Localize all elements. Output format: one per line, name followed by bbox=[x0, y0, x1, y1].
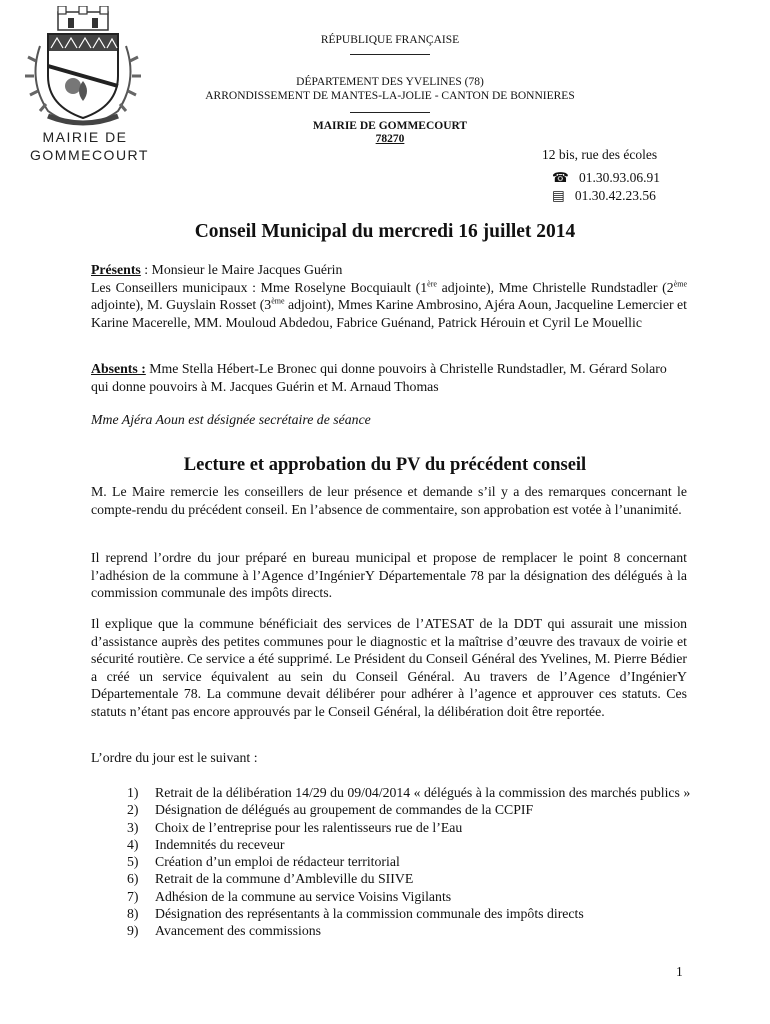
presents-conseillers bbox=[91, 279, 687, 332]
presents-maire: Monsieur le Maire Jacques Guérin bbox=[151, 262, 343, 277]
paragraph-3: Il explique que la commune bénéficiait des services de l’ATESAT de la DDT qui assurait une mission d’assistance auprès des petites communes pour le diagnostic et la maîtrise d’œuvre des travaux de voirie et sécurité routière. Ce service a été supprimé. Le Président du Conseil Général des Yvelines, M. Pierre Bédier a créé un service équivalent au sein du Conseil Général. Au travers de l’Agence d’IngénierY Départementale 78. La commune devait délibérer pour adhérer à l’agence et approuver ces statuts. Ces statuts n’étant pas encore approuvés par le Conseil Général, la délibération doit être reportée. bbox=[91, 616, 687, 719]
list-item-text: Adhésion de la commune au service Voisins Vigilants bbox=[155, 888, 452, 904]
presents-text-2: adjointe), Mme Christelle Rundstadler (2 bbox=[436, 279, 674, 295]
presents-sup-1: ère bbox=[427, 279, 437, 288]
header-rule-1 bbox=[160, 46, 620, 58]
list-item bbox=[127, 853, 697, 870]
fax-line bbox=[552, 188, 656, 204]
fax-icon: ▤ bbox=[552, 188, 565, 203]
list-item-text: Retrait de la délibération 14/29 du 09/04/2014 « délégués à la commission des marchés publics » bbox=[155, 785, 691, 800]
agenda-list bbox=[127, 784, 697, 940]
presents-text-1: Les Conseillers municipaux : Mme Roselyne Bocquiault (1 bbox=[91, 279, 428, 295]
list-item-text: Choix de l’entreprise pour les ralentisseurs rue de l’Eau bbox=[155, 819, 463, 835]
paragraph-4: L’ordre du jour est le suivant : bbox=[91, 750, 258, 765]
list-item-number: 9) bbox=[127, 923, 139, 939]
paragraph-2: Il reprend l’ordre du jour préparé en bureau municipal et propose de remplacer le point 8 concernant l’adhésion de la commune à l’Agence d’IngénierY Départementale 78 par la désignation des délégués à la commission communale des impôts directs. bbox=[91, 550, 687, 601]
header-arrondissement: ARRONDISSEMENT DE MANTES-LA-JOLIE - CANTON DE BONNIERES bbox=[205, 90, 575, 102]
list-item-text: Création d’un emploi de rédacteur territorial bbox=[155, 854, 400, 870]
presents-separator: : bbox=[140, 262, 152, 277]
presents-first-line bbox=[91, 261, 687, 279]
list-item bbox=[127, 922, 697, 939]
secretaire-note: Mme Ajéra Aoun est désignée secrétaire de séance bbox=[91, 412, 371, 427]
header-republique: RÉPUBLIQUE FRANÇAISE bbox=[320, 34, 460, 46]
presents-block bbox=[91, 261, 687, 331]
logo-caption-line1: MAIRIE DE bbox=[42, 129, 128, 145]
page-title: Conseil Municipal du mercredi 16 juillet 2014 bbox=[194, 221, 576, 242]
phone-icon: ☎ bbox=[552, 170, 569, 185]
fax-number: 01.30.42.23.56 bbox=[574, 188, 656, 203]
list-item bbox=[127, 801, 697, 818]
list-item-number: 5) bbox=[127, 854, 139, 870]
list-item bbox=[127, 888, 697, 905]
logo-caption bbox=[30, 128, 149, 164]
list-item-number: 1) bbox=[127, 785, 139, 800]
presents-sup-2: ème bbox=[673, 279, 688, 288]
list-item-number: 3) bbox=[127, 819, 139, 835]
presents-sup-3: ème bbox=[271, 296, 285, 306]
page-number: 1 bbox=[676, 964, 683, 979]
list-item-text: Indemnités du receveur bbox=[155, 836, 285, 852]
phone-number: 01.30.93.06.91 bbox=[578, 170, 660, 185]
list-item-number: 2) bbox=[127, 802, 139, 818]
list-item bbox=[127, 870, 697, 887]
list-item-text: Désignation des représentants à la commission communale des impôts directs bbox=[155, 906, 584, 922]
header-rule-2 bbox=[160, 104, 620, 116]
list-item bbox=[127, 836, 697, 853]
header-departement: DÉPARTEMENT DES YVELINES (78) bbox=[296, 76, 484, 88]
header-mairie: MAIRIE DE GOMMECOURT bbox=[312, 120, 468, 132]
list-item bbox=[127, 905, 697, 922]
presents-label: Présents bbox=[91, 262, 141, 277]
absents-text: Mme Stella Hébert-Le Bronec qui donne pouvoirs à Christelle Rundstadler, M. Gérard Solaro qui donne pouvoirs à M. Jacques Guérin et M. Arnaud Thomas bbox=[91, 361, 667, 394]
presents-text-4: adjoint), Mmes Karine Ambrosino, Ajéra Aoun, Jacqueline Lemercier et Karine Macerelle, MM. Mouloud Abdedou, Fabrice Guénand, Patrick Hérouin et Cyril Le Mouellic bbox=[91, 297, 688, 330]
phone-line bbox=[552, 170, 660, 186]
address: 12 bis, rue des écoles bbox=[542, 147, 658, 162]
absents-label: Absents : bbox=[91, 361, 146, 376]
list-item-number: 6) bbox=[127, 871, 139, 887]
paragraph-1: M. Le Maire remercie les conseillers de leur présence et demande s’il y a des remarques concernant le compte-rendu du précédent conseil. En l’absence de commentaire, son approbation est votée à l’unanimité. bbox=[91, 484, 687, 517]
list-item-number: 8) bbox=[127, 906, 139, 922]
list-item-text: Avancement des commissions bbox=[155, 923, 322, 939]
logo-caption-line2: GOMMECOURT bbox=[30, 147, 149, 163]
list-item-text: Retrait de la commune d’Ambleville du SIIVE bbox=[155, 871, 414, 887]
list-item-number: 4) bbox=[127, 836, 139, 852]
coat-of-arms-icon bbox=[18, 6, 148, 131]
list-item bbox=[127, 784, 697, 801]
absents-block bbox=[91, 360, 687, 395]
presents-text-3: adjointe), M. Guyslain Rosset (3 bbox=[91, 297, 272, 313]
header-postcode: 78270 bbox=[375, 133, 405, 145]
list-item-text: Désignation de délégués au groupement de commandes de la CCPIF bbox=[155, 802, 534, 818]
list-item-number: 7) bbox=[127, 888, 139, 904]
list-item bbox=[127, 819, 697, 836]
section-title: Lecture et approbation du PV du précédent conseil bbox=[183, 455, 587, 475]
